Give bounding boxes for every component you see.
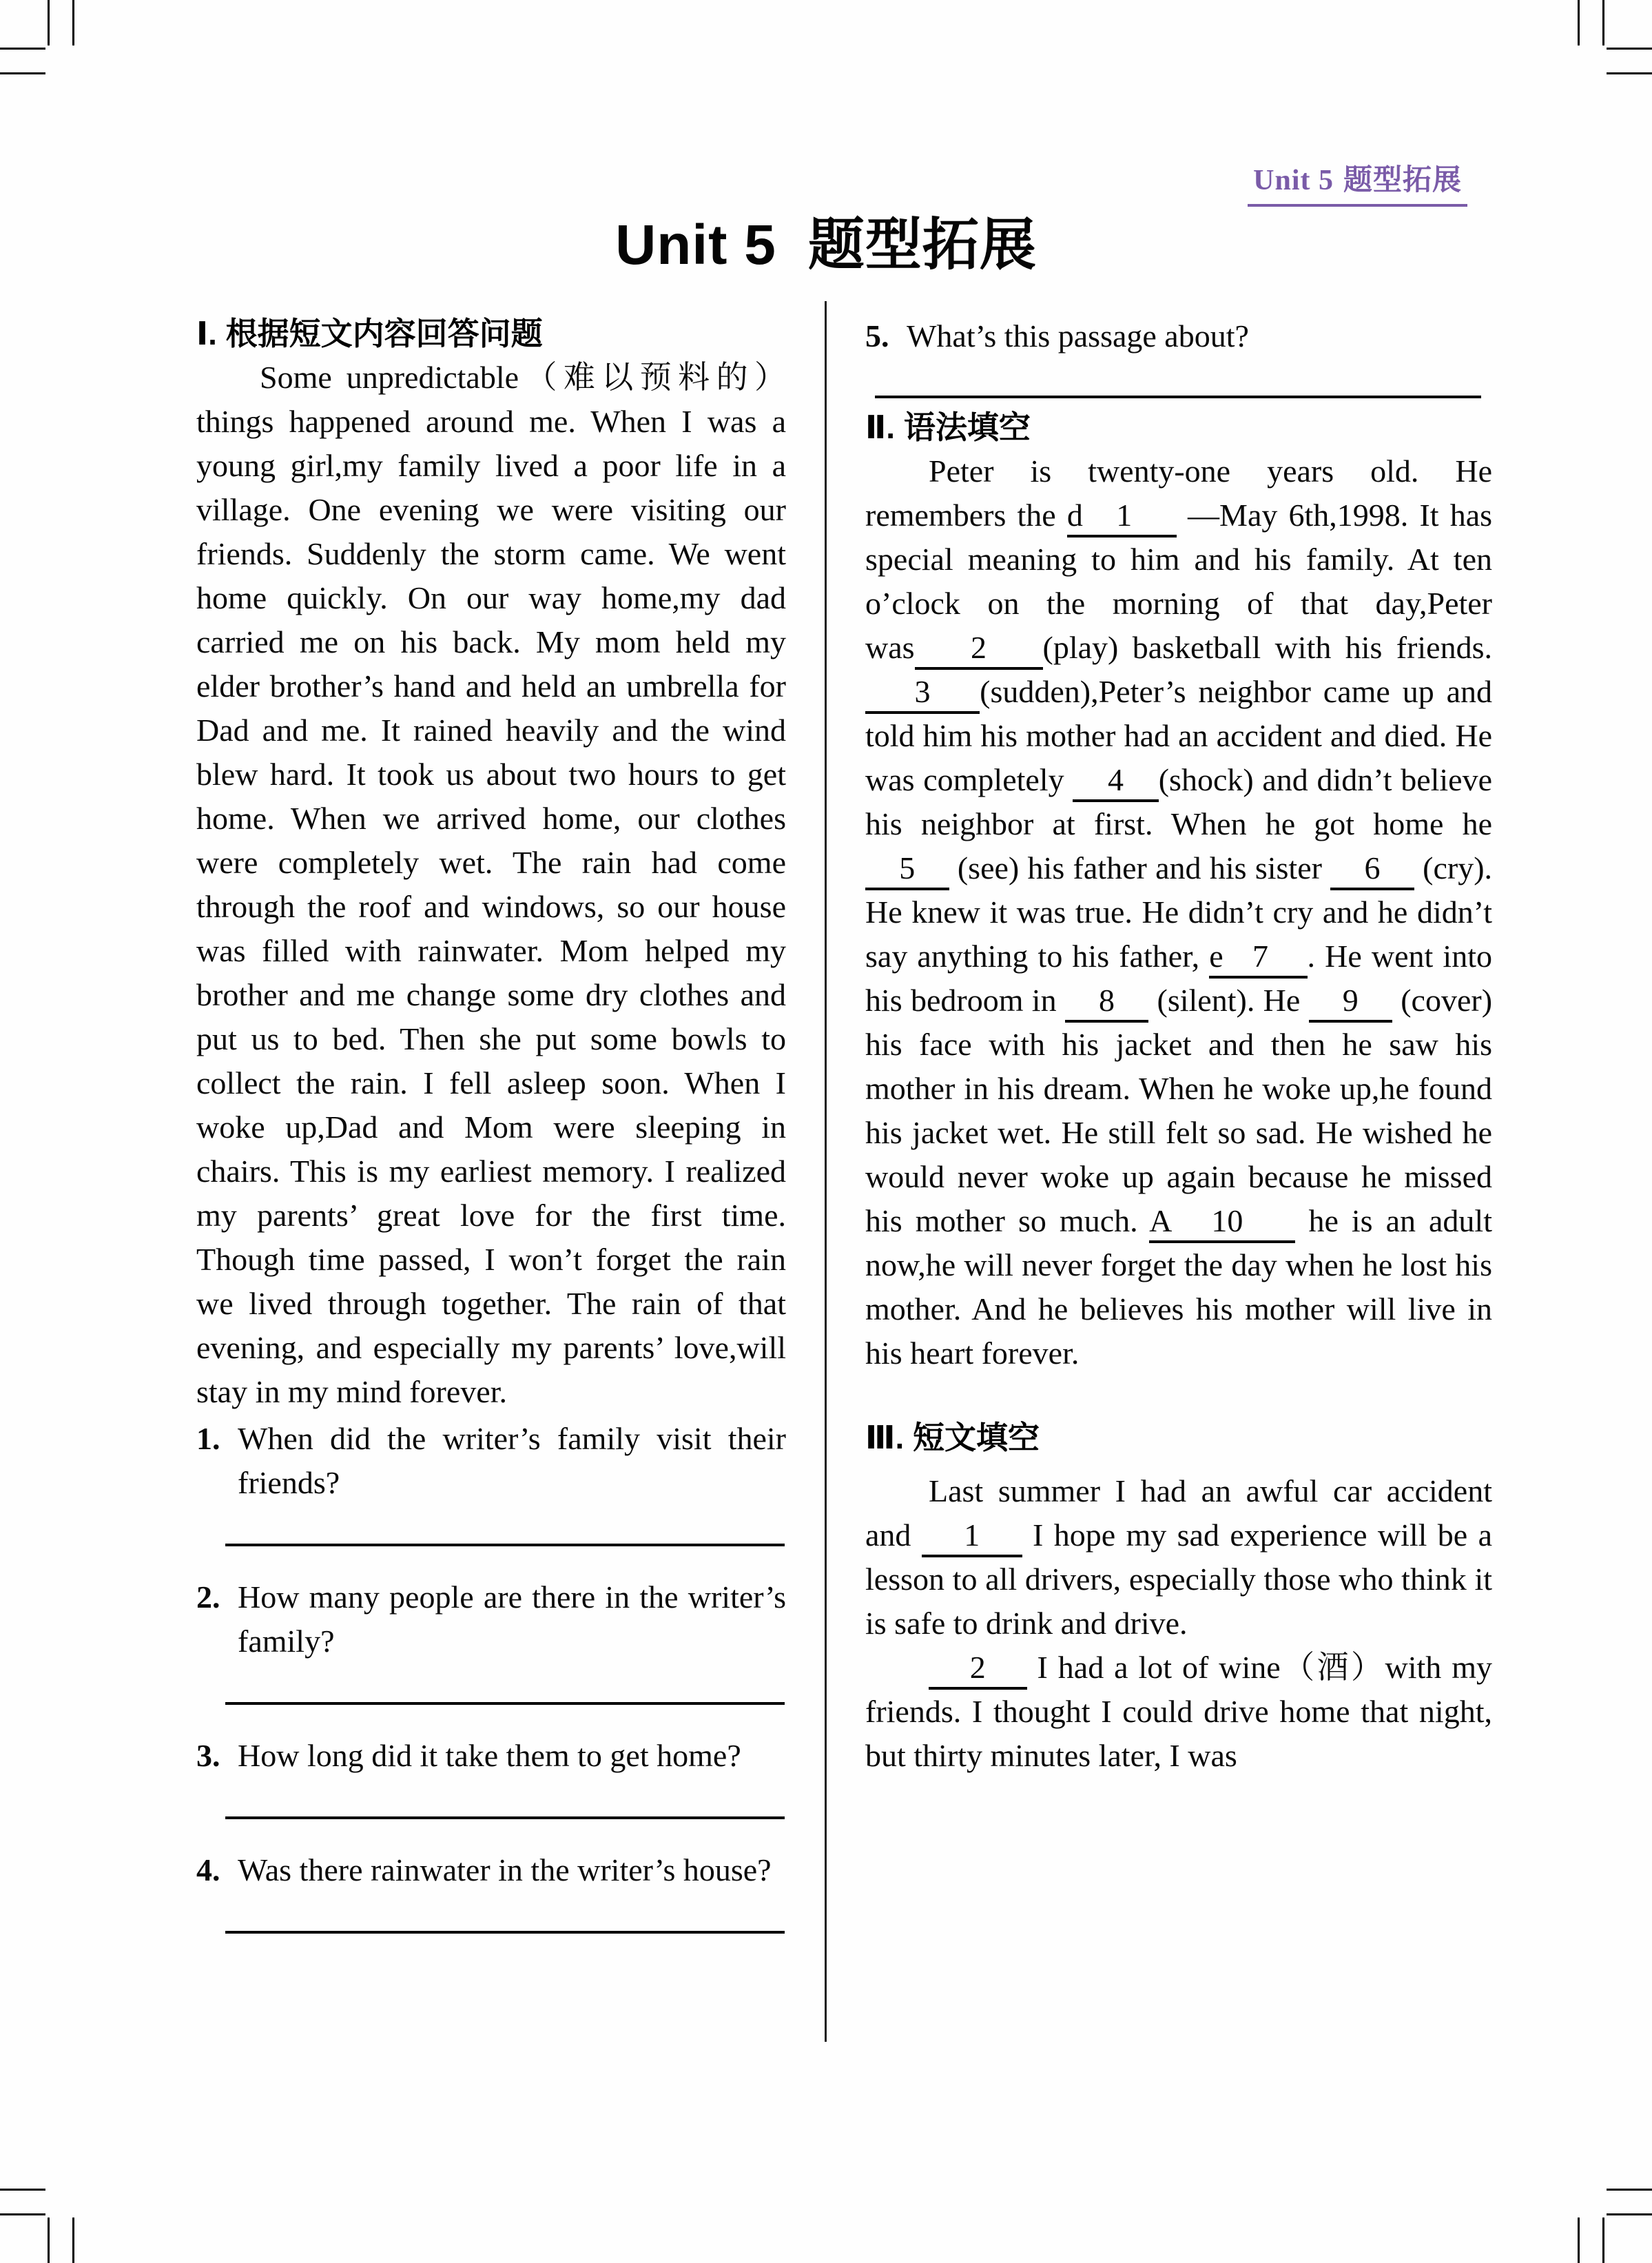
question-1-number: 1. bbox=[196, 1421, 220, 1456]
question-4 bbox=[196, 1848, 786, 1892]
reading-passage: Some unpredictable（难以预料的）things happened around me. When I was a young girl,my family lived a poor life in a village. One evening we were visiting our friends. Suddenly the storm came. We went home quickly. On our way home,my dad carried me on his back. My mom held my elder brother’s hand and held an umbrella for Dad and me. It rained heavily and the wind blew hard. It took us about two hours to get home. When we arrived home, our clothes were completely wet. The rain had come through the roof and windows, so our house was filled with rainwater. Mom helped my brother and me change some dry clothes and put us to bed. Then she put some bowls to collect the rain. I fell asleep soon. When I woke up,Dad and Mom were sleeping in chairs. This is my earliest memory. I realized my parents’ great love for the first time. Though time passed, I won’t forget the rain we lived through together. The rain of that evening, and especially my parents’ love,will stay in my mind forever. bbox=[196, 360, 786, 1409]
crop-mark bbox=[72, 0, 74, 45]
answer-line-q1[interactable] bbox=[225, 1544, 785, 1546]
question-3 bbox=[196, 1734, 786, 1778]
fill-blank-1[interactable]: 1 bbox=[922, 1517, 1022, 1557]
crop-mark bbox=[0, 2213, 45, 2215]
fill-blank-7[interactable]: e 7 bbox=[1209, 939, 1307, 979]
answer-line-q2[interactable] bbox=[225, 1702, 785, 1705]
column-divider bbox=[825, 301, 827, 2042]
crop-mark bbox=[1602, 0, 1604, 45]
question-1 bbox=[196, 1417, 786, 1505]
question-3-number: 3. bbox=[196, 1738, 220, 1773]
crop-mark bbox=[1578, 0, 1580, 45]
question-5-text: What’s this passage about? bbox=[907, 318, 1249, 354]
question-3-text: How long did it take them to get home? bbox=[238, 1738, 741, 1773]
page-header-unit-zh: 题型拓展 bbox=[1343, 165, 1462, 196]
section-2-heading: Ⅱ. 语法填空 bbox=[865, 409, 1031, 445]
fill-blank-5[interactable]: 5 bbox=[865, 850, 949, 890]
fill-blank-6[interactable]: 6 bbox=[1330, 850, 1414, 890]
answer-line-q3[interactable] bbox=[225, 1816, 785, 1819]
fill-blank-2[interactable]: 2 bbox=[929, 1650, 1027, 1690]
crop-mark bbox=[0, 72, 45, 74]
crop-mark bbox=[1607, 48, 1652, 50]
cloze-paragraph-1: Last summer I had an awful car accident and 1 I hope my sad experience will be a lesson to all drivers, especially those who think it is safe to drink and drive. bbox=[865, 1473, 1492, 1641]
page-header-unit-label bbox=[1248, 163, 1467, 207]
crop-mark bbox=[1607, 2213, 1652, 2215]
fill-blank-8[interactable]: 8 bbox=[1065, 983, 1148, 1023]
crop-mark bbox=[48, 0, 50, 45]
right-column bbox=[865, 311, 1492, 1778]
left-column bbox=[196, 311, 786, 1963]
section-1-heading: Ⅰ. 根据短文内容回答问题 bbox=[196, 316, 543, 351]
fill-blank-3[interactable]: 3 bbox=[865, 674, 980, 714]
crop-mark bbox=[72, 2218, 74, 2263]
crop-mark bbox=[1607, 72, 1652, 74]
crop-mark bbox=[1607, 2189, 1652, 2191]
page-header-unit-en: Unit 5 bbox=[1253, 165, 1334, 196]
answer-line-q4[interactable] bbox=[225, 1931, 785, 1934]
page-title bbox=[0, 211, 1652, 280]
answer-line-q5[interactable] bbox=[875, 396, 1481, 398]
cloze-paragraph-2: 2 I had a lot of wine（酒）with my friends. I thought I could drive home that night, but thirty minutes later, I was bbox=[865, 1650, 1492, 1773]
crop-mark bbox=[1602, 2218, 1604, 2263]
question-4-number: 4. bbox=[196, 1852, 220, 1887]
page-title-en: Unit 5 bbox=[615, 214, 776, 276]
crop-mark bbox=[0, 48, 45, 50]
crop-mark bbox=[1578, 2218, 1580, 2263]
question-1-text: When did the writer’s family visit their friends? bbox=[238, 1421, 786, 1500]
question-2 bbox=[196, 1575, 786, 1663]
page-title-zh: 题型拓展 bbox=[807, 214, 1037, 276]
fill-blank-9[interactable]: 9 bbox=[1309, 983, 1392, 1023]
crop-mark bbox=[0, 2189, 45, 2191]
grammar-fill-passage: Peter is twenty-one years old. He remembers the d 1 —May 6th,1998. It has special meaning to him and his family. At ten o’clock on the morning of that day,Peter was 2 (play) basketball with his friends. 3 (sudden),Peter’s neighbor came up and told him his mother had an accident and died. He was completely 4 (shock) and didn’t believe his neighbor at first. When he got home he 5 (see) his father and his sister 6 (cry). He knew it was true. He didn’t cry and he didn’t say anything to his father, e 7 . He went into his bedroom in 8 (silent). He 9 (cover) his face with his jacket and then he saw his mother in his dream. When he woke up,he found his jacket wet. He still felt so sad. He wished he would never woke up again because he missed his mother so much. A 10 he is an adult now,he will never forget the day when he lost his mother. And he believes his mother will live in his heart forever. bbox=[865, 453, 1493, 1371]
fill-blank-2[interactable]: 2 bbox=[915, 630, 1043, 670]
fill-blank-10[interactable]: A 10 bbox=[1149, 1203, 1295, 1243]
section-3-heading: Ⅲ. 短文填空 bbox=[865, 1420, 1040, 1455]
question-2-number: 2. bbox=[196, 1579, 220, 1615]
question-4-text: Was there rainwater in the writer’s house? bbox=[238, 1852, 772, 1887]
crop-mark bbox=[48, 2218, 50, 2263]
question-2-text: How many people are there in the writer’s family? bbox=[238, 1579, 786, 1659]
fill-blank-1[interactable]: d 1 bbox=[1067, 498, 1177, 537]
question-5 bbox=[865, 314, 1492, 358]
fill-blank-4[interactable]: 4 bbox=[1073, 762, 1158, 802]
question-5-number: 5. bbox=[865, 318, 889, 354]
